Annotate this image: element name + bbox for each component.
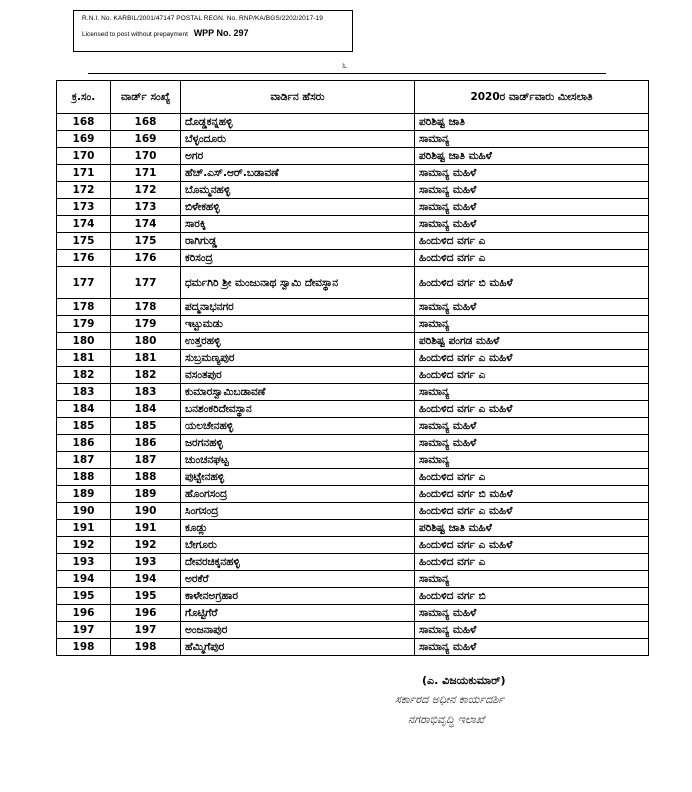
ward-number-cell: 191 bbox=[111, 520, 181, 537]
ward-number-cell: 196 bbox=[111, 605, 181, 622]
table-row bbox=[57, 452, 649, 469]
table-row bbox=[57, 537, 649, 554]
table-row bbox=[57, 267, 649, 299]
ward-name-cell: ಕಾಳೇನಅಗ್ರಹಾರ bbox=[181, 588, 415, 605]
serial-cell: 194 bbox=[57, 571, 111, 588]
ward-number-cell: 193 bbox=[111, 554, 181, 571]
reservation-cell: ಹಿಂದುಳಿದ ವರ್ಗ ಎ ಮಹಿಳೆ bbox=[415, 401, 649, 418]
serial-cell: 177 bbox=[57, 267, 111, 299]
reservation-cell: ಹಿಂದುಳಿದ ವರ್ಗ ಬಿ bbox=[415, 588, 649, 605]
reservation-cell: ಸಾಮಾನ್ಯ ಮಹಿಳೆ bbox=[415, 639, 649, 656]
ward-name-cell: ಅಗರ bbox=[181, 148, 415, 165]
ward-number-cell: 189 bbox=[111, 486, 181, 503]
table-row bbox=[57, 250, 649, 267]
ward-reservation-table bbox=[56, 80, 649, 656]
ward-name-cell: ಪದ್ಮನಾಭನಗರ bbox=[181, 299, 415, 316]
ward-number-cell: 195 bbox=[111, 588, 181, 605]
ward-number-cell: 198 bbox=[111, 639, 181, 656]
table-body bbox=[57, 114, 649, 656]
table-row bbox=[57, 165, 649, 182]
reservation-cell: ಸಾಮಾನ್ಯ ಮಹಿಳೆ bbox=[415, 182, 649, 199]
ward-name-cell: ಕುಮಾರಸ್ವಾಮಿಬಡಾವಣೆ bbox=[181, 384, 415, 401]
ward-number-cell: 190 bbox=[111, 503, 181, 520]
ward-number-cell: 184 bbox=[111, 401, 181, 418]
reservation-cell: ಸಾಮಾನ್ಯ ಮಹಿಳೆ bbox=[415, 199, 649, 216]
reservation-cell: ಹಿಂದುಳಿದ ವರ್ಗ ಎ bbox=[415, 250, 649, 267]
ward-name-cell: ಬನಶಂಕರಿದೇವಸ್ಥಾನ bbox=[181, 401, 415, 418]
serial-cell: 181 bbox=[57, 350, 111, 367]
ward-number-cell: 169 bbox=[111, 131, 181, 148]
serial-cell: 187 bbox=[57, 452, 111, 469]
serial-cell: 176 bbox=[57, 250, 111, 267]
ward-number-cell: 197 bbox=[111, 622, 181, 639]
table-row bbox=[57, 299, 649, 316]
reservation-cell: ಹಿಂದುಳಿದ ವರ್ಗ ಎ ಮಹಿಳೆ bbox=[415, 503, 649, 520]
ward-number-cell: 188 bbox=[111, 469, 181, 486]
table-row bbox=[57, 418, 649, 435]
table-row bbox=[57, 114, 649, 131]
ward-name-cell: ಬಿಳೇಕಹಳ್ಳಿ bbox=[181, 199, 415, 216]
table-row bbox=[57, 333, 649, 350]
ward-name-cell: ಸುಬ್ರಮಣ್ಯಪುರ bbox=[181, 350, 415, 367]
ward-number-cell: 187 bbox=[111, 452, 181, 469]
serial-cell: 170 bbox=[57, 148, 111, 165]
registration-line: R.N.I. No. KARBIL/2001/47147 POSTAL REGN. No. RNP/KA/BGS/2202/2017-19 bbox=[82, 15, 324, 22]
ward-name-cell: ಯಲಚೇನಹಳ್ಳಿ bbox=[181, 418, 415, 435]
serial-cell: 178 bbox=[57, 299, 111, 316]
ward-name-cell: ಕೂಡ್ಲು bbox=[181, 520, 415, 537]
ward-number-cell: 170 bbox=[111, 148, 181, 165]
reservation-cell: ಸಾಮಾನ್ಯ bbox=[415, 571, 649, 588]
reservation-cell: ಸಾಮಾನ್ಯ bbox=[415, 131, 649, 148]
ward-name-cell: ಚುಂಚನಘಟ್ಟ bbox=[181, 452, 415, 469]
ward-number-cell: 183 bbox=[111, 384, 181, 401]
ward-name-cell: ಅಂಜನಾಪುರ bbox=[181, 622, 415, 639]
ward-name-cell: ಸಿಂಗಸಂದ್ರ bbox=[181, 503, 415, 520]
reservation-cell: ಸಾಮಾನ್ಯ bbox=[415, 316, 649, 333]
table-row bbox=[57, 503, 649, 520]
reservation-cell: ಪರಿಶಿಷ್ಟ ಜಾತಿ ಮಹಿಳೆ bbox=[415, 520, 649, 537]
serial-cell: 184 bbox=[57, 401, 111, 418]
ward-name-cell: ಹೆಮ್ಮಿಗೆಪುರ bbox=[181, 639, 415, 656]
serial-cell: 193 bbox=[57, 554, 111, 571]
ward-name-cell: ಧರ್ಮಗಿರಿ ಶ್ರೀ ಮಂಜುನಾಥ ಸ್ವಾಮಿ ದೇವಸ್ಥಾನ bbox=[181, 267, 415, 299]
serial-cell: 195 bbox=[57, 588, 111, 605]
reservation-cell: ಸಾಮಾನ್ಯ ಮಹಿಳೆ bbox=[415, 216, 649, 233]
ward-name-header: ವಾರ್ಡಿನ ಹೆಸರು bbox=[181, 81, 415, 114]
table-row bbox=[57, 199, 649, 216]
ward-name-cell: ಪುಟ್ಟೇನಹಳ್ಳಿ bbox=[181, 469, 415, 486]
table-row bbox=[57, 148, 649, 165]
ward-number-cell: 178 bbox=[111, 299, 181, 316]
reservation-cell: ಸಾಮಾನ್ಯ ಮಹಿಳೆ bbox=[415, 299, 649, 316]
table-row bbox=[57, 605, 649, 622]
ward-name-cell: ಉತ್ತರಹಳ್ಳಿ bbox=[181, 333, 415, 350]
table-row bbox=[57, 182, 649, 199]
ward-name-cell: ಜರಗನಹಳ್ಳಿ bbox=[181, 435, 415, 452]
ward-number-cell: 180 bbox=[111, 333, 181, 350]
table-row bbox=[57, 367, 649, 384]
reservation-cell: ಸಾಮಾನ್ಯ ಮಹಿಳೆ bbox=[415, 418, 649, 435]
table-row bbox=[57, 233, 649, 250]
table-row bbox=[57, 350, 649, 367]
serial-header: ಕ್ರ.ಸಂ. bbox=[57, 81, 111, 114]
reservation-cell: ಸಾಮಾನ್ಯ ಮಹಿಳೆ bbox=[415, 435, 649, 452]
reservation-cell: ಹಿಂದುಳಿದ ವರ್ಗ ಬಿ ಮಹಿಳೆ bbox=[415, 267, 649, 299]
serial-cell: 171 bbox=[57, 165, 111, 182]
signatory-title: ಸರ್ಕಾರದ ಅಧೀನ ಕಾರ್ಯದರ್ಶಿ bbox=[395, 693, 505, 706]
serial-cell: 183 bbox=[57, 384, 111, 401]
serial-cell: 189 bbox=[57, 486, 111, 503]
serial-cell: 182 bbox=[57, 367, 111, 384]
table-row bbox=[57, 588, 649, 605]
ward-name-cell: ಸಾರಕ್ಕಿ bbox=[181, 216, 415, 233]
serial-cell: 197 bbox=[57, 622, 111, 639]
table-row bbox=[57, 435, 649, 452]
serial-cell: 186 bbox=[57, 435, 111, 452]
reservation-cell: ಹಿಂದುಳಿದ ವರ್ಗ ಬಿ ಮಹಿಳೆ bbox=[415, 486, 649, 503]
registration-box bbox=[73, 10, 353, 52]
reservation-cell: ಸಾಮಾನ್ಯ bbox=[415, 452, 649, 469]
serial-cell: 185 bbox=[57, 418, 111, 435]
ward-number-cell: 175 bbox=[111, 233, 181, 250]
ward-name-cell: ಬೆಳ್ಳಂದೂರು bbox=[181, 131, 415, 148]
ward-number-cell: 185 bbox=[111, 418, 181, 435]
ward-name-cell: ಅರಕೆರೆ bbox=[181, 571, 415, 588]
ward-number-cell: 177 bbox=[111, 267, 181, 299]
table-row bbox=[57, 571, 649, 588]
header-rule bbox=[88, 73, 606, 74]
serial-cell: 192 bbox=[57, 537, 111, 554]
ward-number-cell: 182 bbox=[111, 367, 181, 384]
serial-cell: 175 bbox=[57, 233, 111, 250]
reservation-cell: ಹಿಂದುಳಿದ ವರ್ಗ ಎ bbox=[415, 367, 649, 384]
serial-cell: 172 bbox=[57, 182, 111, 199]
ward-number-cell: 181 bbox=[111, 350, 181, 367]
signatory-department: ನಗರಾಭಿವೃದ್ಧಿ ಇಲಾಖೆ bbox=[408, 713, 485, 726]
table-row bbox=[57, 554, 649, 571]
ward-name-cell: ಬೊಮ್ಮನಹಳ್ಳಿ bbox=[181, 182, 415, 199]
table-row bbox=[57, 520, 649, 537]
ward-name-cell: ಇಟ್ಟುಮಡು bbox=[181, 316, 415, 333]
wpp-number: WPP No. 297 bbox=[193, 28, 249, 38]
ward-name-cell: ಹೆಚ್.ಎಸ್.ಆರ್.ಬಡಾವಣೆ bbox=[181, 165, 415, 182]
ward-name-cell: ಬೇಗೂರು bbox=[181, 537, 415, 554]
license-text: Licensed to post without prepayment bbox=[82, 31, 188, 38]
table-row bbox=[57, 622, 649, 639]
table-row bbox=[57, 384, 649, 401]
ward-number-cell: 176 bbox=[111, 250, 181, 267]
ward-name-cell: ಗೊಟ್ಟಿಗೆರೆ bbox=[181, 605, 415, 622]
serial-cell: 174 bbox=[57, 216, 111, 233]
ward-number-cell: 172 bbox=[111, 182, 181, 199]
ward-number-cell: 186 bbox=[111, 435, 181, 452]
serial-cell: 179 bbox=[57, 316, 111, 333]
reservation-cell: ಸಾಮಾನ್ಯ bbox=[415, 384, 649, 401]
reservation-cell: ಸಾಮಾನ್ಯ ಮಹಿಳೆ bbox=[415, 165, 649, 182]
reservation-cell: ಪರಿಶಿಷ್ಟ ಜಾತಿ ಮಹಿಳೆ bbox=[415, 148, 649, 165]
ward-number-cell: 194 bbox=[111, 571, 181, 588]
table-row bbox=[57, 486, 649, 503]
reservation-cell: ಸಾಮಾನ್ಯ ಮಹಿಳೆ bbox=[415, 622, 649, 639]
serial-cell: 169 bbox=[57, 131, 111, 148]
serial-cell: 196 bbox=[57, 605, 111, 622]
table-row bbox=[57, 639, 649, 656]
ward-number-header: ವಾರ್ಡ್ ಸಂಖ್ಯೆ bbox=[111, 81, 181, 114]
ward-number-cell: 192 bbox=[111, 537, 181, 554]
ward-name-cell: ದೊಡ್ಡಕನ್ನಹಳ್ಳಿ bbox=[181, 114, 415, 131]
reservation-cell: ಹಿಂದುಳಿದ ವರ್ಗ ಎ bbox=[415, 469, 649, 486]
ward-name-cell: ದೇವರಚಿಕ್ಕನಹಳ್ಳಿ bbox=[181, 554, 415, 571]
ward-name-cell: ವಸಂತಪುರ bbox=[181, 367, 415, 384]
table-row bbox=[57, 469, 649, 486]
ward-number-cell: 168 bbox=[111, 114, 181, 131]
reservation-cell: ಪರಿಶಿಷ್ಟ ಪಂಗಡ ಮಹಿಳೆ bbox=[415, 333, 649, 350]
serial-cell: 198 bbox=[57, 639, 111, 656]
serial-cell: 191 bbox=[57, 520, 111, 537]
reservation-cell: ಹಿಂದುಳಿದ ವರ್ಗ ಎ bbox=[415, 554, 649, 571]
ward-number-cell: 171 bbox=[111, 165, 181, 182]
reservation-cell: ಹಿಂದುಳಿದ ವರ್ಗ ಎ bbox=[415, 233, 649, 250]
table-row bbox=[57, 316, 649, 333]
license-line bbox=[82, 28, 344, 38]
serial-cell: 168 bbox=[57, 114, 111, 131]
ward-name-cell: ಹೊಂಗಸಂದ್ರ bbox=[181, 486, 415, 503]
table-row bbox=[57, 216, 649, 233]
reservation-cell: ಪರಿಶಿಷ್ಟ ಜಾತಿ bbox=[415, 114, 649, 131]
serial-cell: 188 bbox=[57, 469, 111, 486]
reservation-cell: ಸಾಮಾನ್ಯ ಮಹಿಳೆ bbox=[415, 605, 649, 622]
serial-cell: 180 bbox=[57, 333, 111, 350]
ward-number-cell: 173 bbox=[111, 199, 181, 216]
table-row bbox=[57, 401, 649, 418]
ward-number-cell: 174 bbox=[111, 216, 181, 233]
ward-name-cell: ರಾಗಿಗುಡ್ಡ bbox=[181, 233, 415, 250]
reservation-header: 2020ರ ವಾರ್ಡ್‌ವಾರು ಮೀಸಲಾತಿ bbox=[415, 81, 649, 114]
reservation-cell: ಹಿಂದುಳಿದ ವರ್ಗ ಎ ಮಹಿಳೆ bbox=[415, 350, 649, 367]
serial-cell: 190 bbox=[57, 503, 111, 520]
table-row bbox=[57, 131, 649, 148]
table-header-row bbox=[57, 81, 649, 114]
page-number: ೬ bbox=[342, 61, 348, 71]
reservation-cell: ಹಿಂದುಳಿದ ವರ್ಗ ಎ ಮಹಿಳೆ bbox=[415, 537, 649, 554]
serial-cell: 173 bbox=[57, 199, 111, 216]
ward-number-cell: 179 bbox=[111, 316, 181, 333]
signatory-name: (ಎ. ವಿಜಯಕುಮಾರ್) bbox=[422, 674, 506, 687]
ward-name-cell: ಕರಿಸಂದ್ರ bbox=[181, 250, 415, 267]
